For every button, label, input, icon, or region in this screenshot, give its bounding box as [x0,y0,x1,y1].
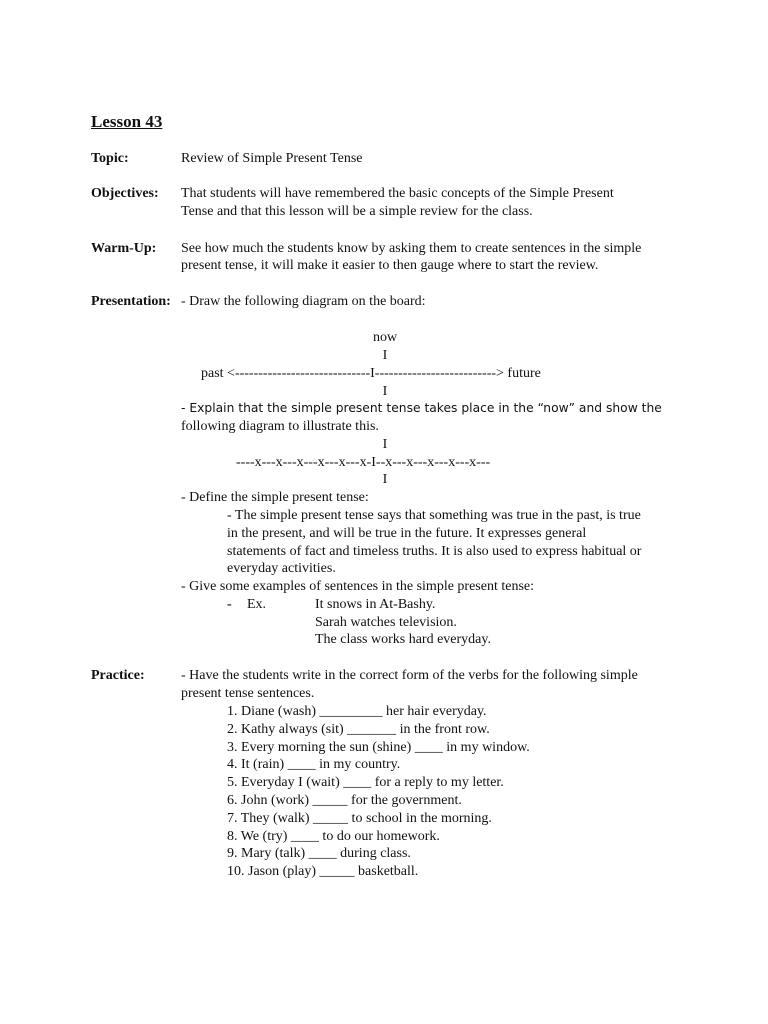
diagram2-marker-bottom: I [382,472,388,487]
definition-line-3: statements of fact and timeless truths. It is also used to express habitual or [227,544,642,559]
practice-intro-line-1: - Have the students write in the correct form of the verbs for the following simple [181,668,638,683]
objectives-label: Objectives: [91,186,159,201]
example-sentence-3: The class works hard everyday. [315,632,491,647]
diagram1-now-label: now [372,330,398,345]
presentation-label: Presentation: [91,294,171,309]
objectives-line-2: Tense and that this lesson will be a simple review for the class. [181,204,533,219]
practice-item-10: 10. Jason (play) _____ basketball. [227,864,419,879]
topic-text: Review of Simple Present Tense [181,151,363,166]
practice-item-5: 5. Everyday I (wait) ____ for a reply to my letter. [227,775,504,790]
define-heading: - Define the simple present tense: [181,490,369,505]
practice-item-8: 8. We (try) ____ to do our homework. [227,829,440,844]
diagram2-marker-top: I [382,437,388,452]
definition-line-1: - The simple present tense says that something was true in the past, is true [227,508,641,523]
examples-bullet: - [227,597,232,612]
practice-item-3: 3. Every morning the sun (shine) ____ in my window. [227,740,530,755]
examples-intro: - Give some examples of sentences in the simple present tense: [181,579,535,594]
definition-line-4: everyday activities. [227,561,336,576]
lesson-title: Lesson 43 [91,112,163,131]
examples-label: Ex. [247,597,267,612]
diagram1-marker-top: I [382,348,388,363]
warmup-label: Warm-Up: [91,241,157,256]
practice-item-6: 6. John (work) _____ for the government. [227,793,462,808]
practice-item-7: 7. They (walk) _____ to school in the morning. [227,811,492,826]
warmup-line-1: See how much the students know by asking them to create sentences in the simple [181,241,642,256]
diagram2-timeline: ----x---x---x---x---x---x-I--x---x---x---x---x--- [236,455,491,470]
definition-line-2: in the present, and will be true in the future. It expresses general [227,526,587,541]
practice-item-9: 9. Mary (talk) ____ during class. [227,846,411,861]
diagram1-timeline: past <-----------------------------I--------------------------> future [201,366,541,381]
practice-label: Practice: [91,668,145,683]
example-sentence-2: Sarah watches television. [315,615,457,630]
objectives-line-1: That students will have remembered the basic concepts of the Simple Present [181,186,614,201]
example-sentence-1: It snows in At-Bashy. [315,597,436,612]
topic-label: Topic: [91,151,129,166]
explain-line-1: - Explain that the simple present tense takes place in the “now” and show the [181,401,662,415]
explain-line-2: following diagram to illustrate this. [181,419,379,434]
diagram1-marker-bottom: I [382,384,388,399]
practice-item-1: 1. Diane (wash) _________ her hair everyday. [227,704,487,719]
practice-item-4: 4. It (rain) ____ in my country. [227,757,401,772]
warmup-line-2: present tense, it will make it easier to then gauge where to start the review. [181,258,599,273]
presentation-intro: - Draw the following diagram on the board: [181,294,426,309]
practice-intro-line-2: present tense sentences. [181,686,315,701]
practice-item-2: 2. Kathy always (sit) _______ in the front row. [227,722,490,737]
